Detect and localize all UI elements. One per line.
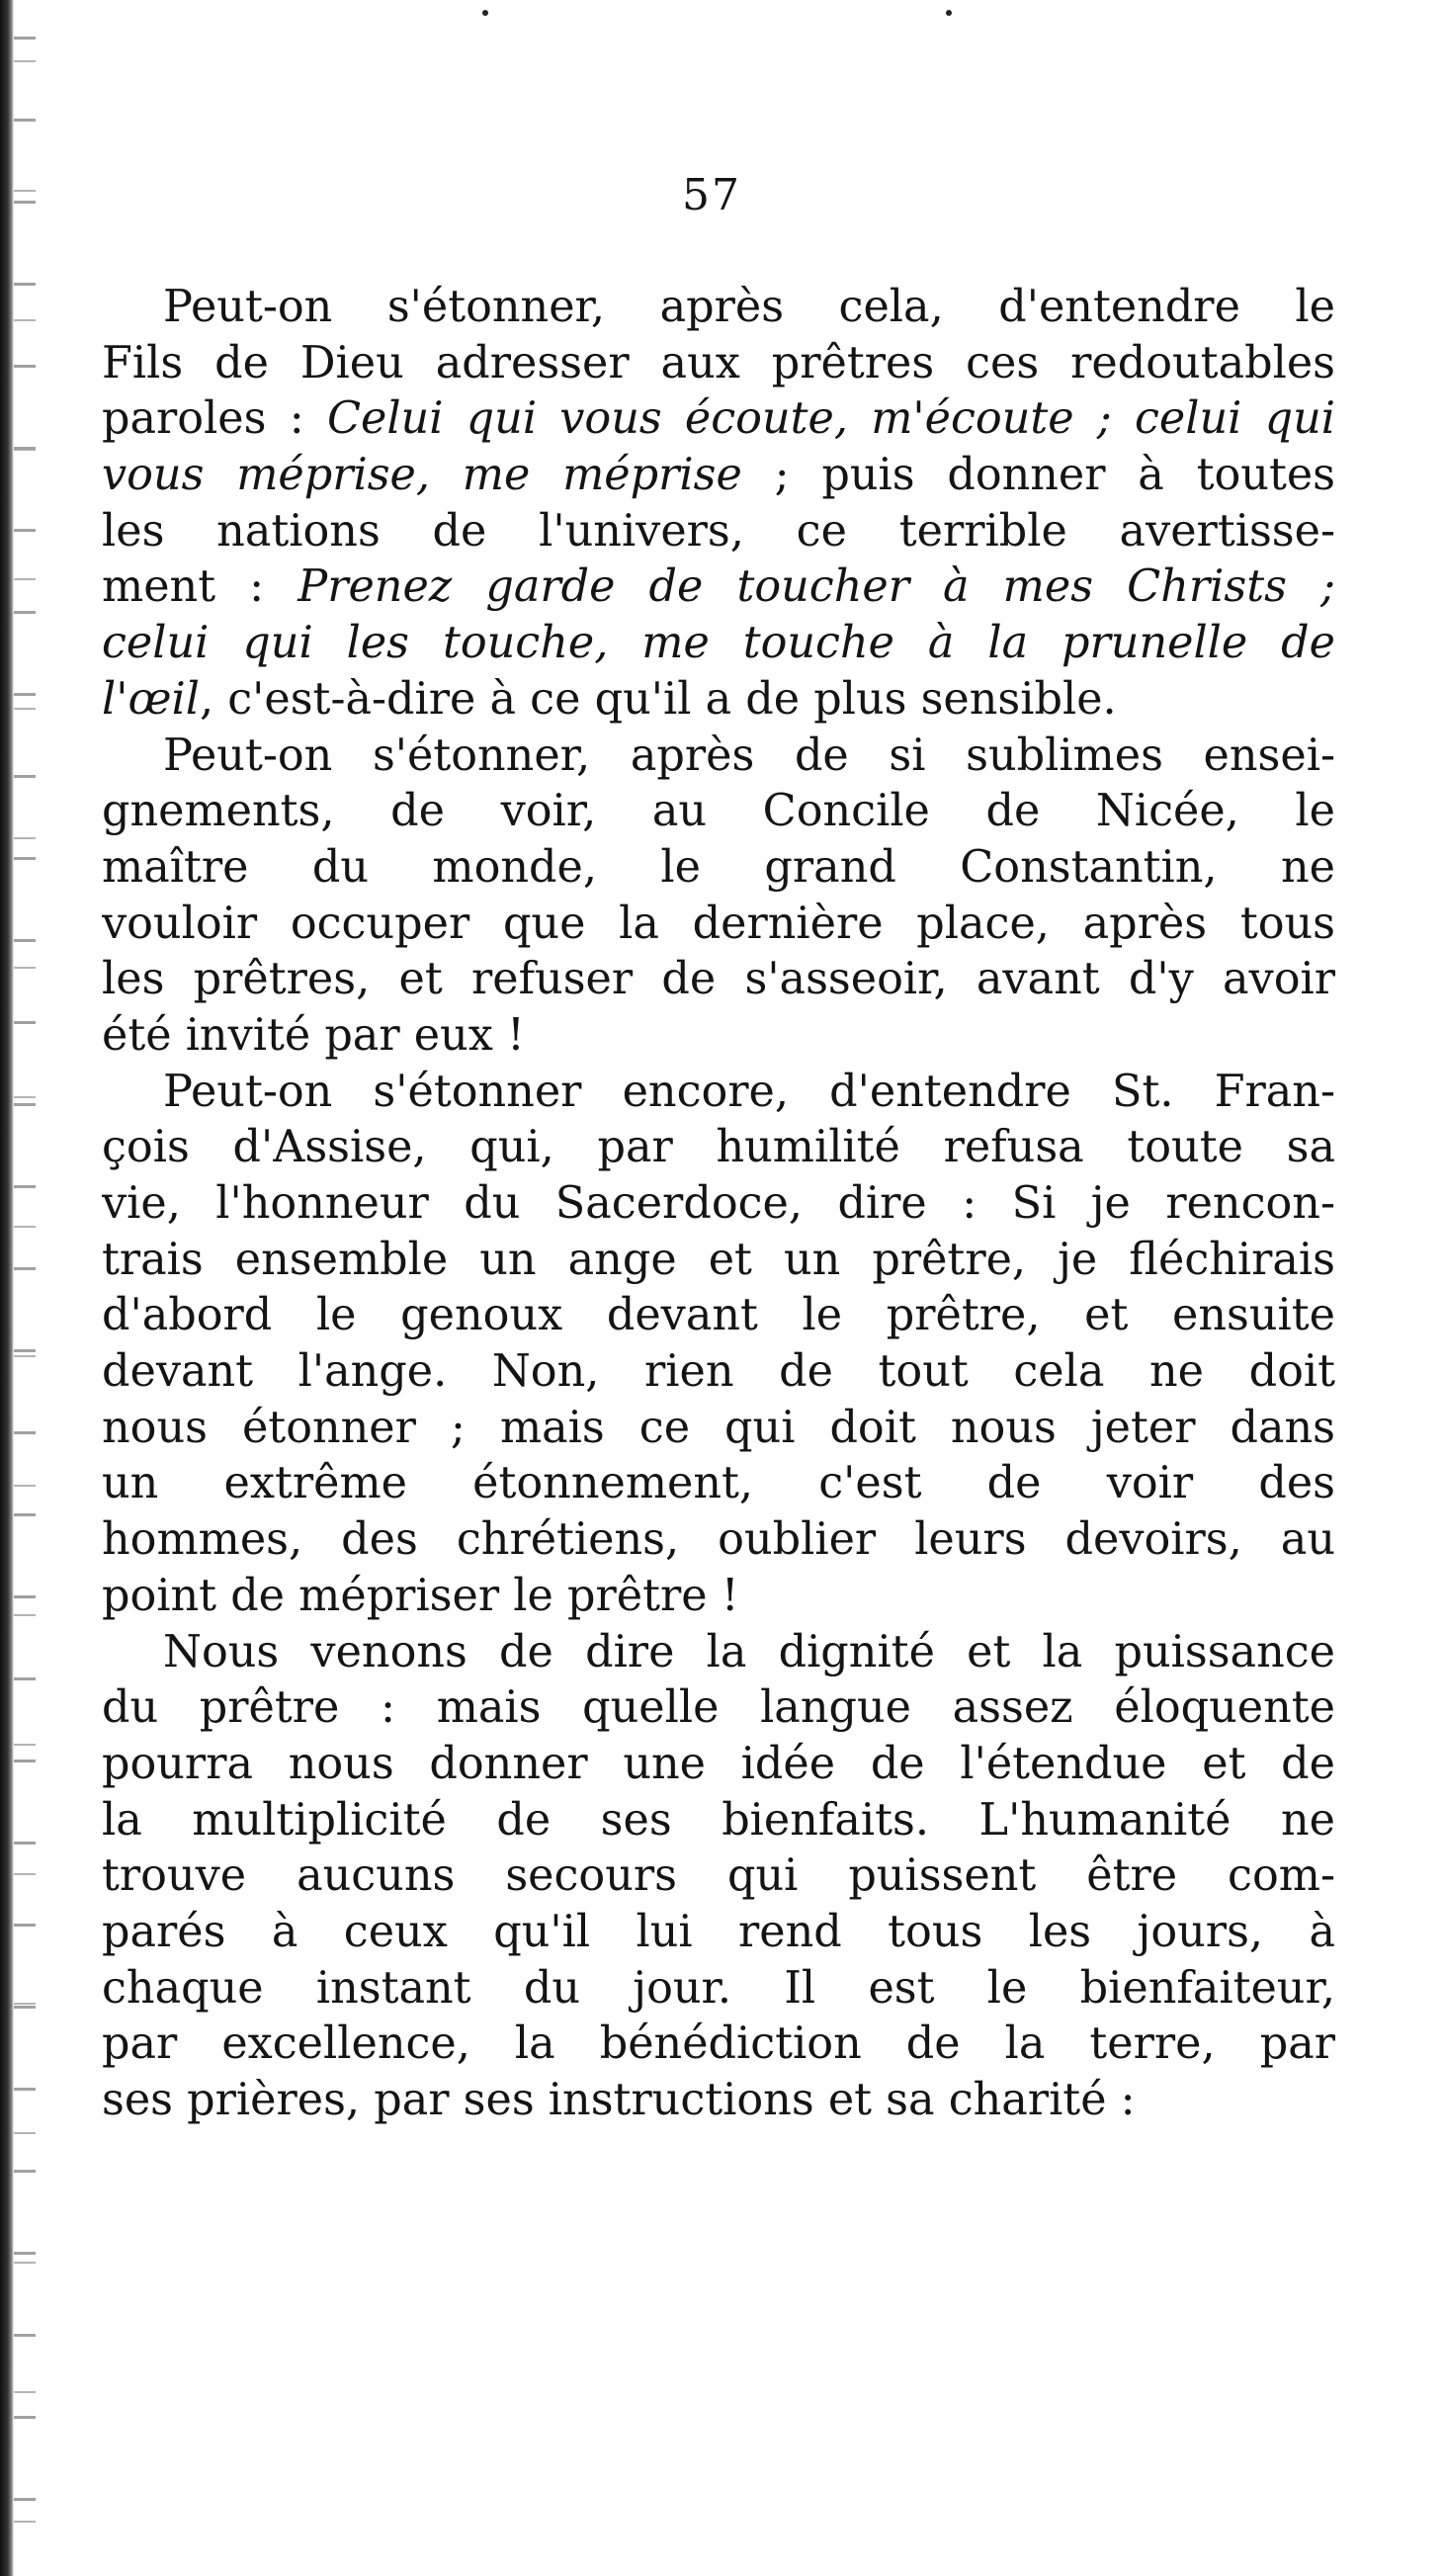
- scan-speck: [482, 10, 488, 16]
- text-run: par excellence, la bénédiction de la terre, par: [102, 2018, 1335, 2070]
- text-run: d'abord le genoux devant le prêtre, et ensuite: [102, 1290, 1335, 1341]
- text-line: [102, 784, 1335, 840]
- paragraph: [102, 1065, 1335, 1625]
- text-line: [102, 1176, 1335, 1233]
- text-line: [102, 2073, 1335, 2129]
- text-line: [102, 2017, 1335, 2073]
- text-line: [102, 1065, 1335, 1121]
- text-line: [102, 1456, 1335, 1512]
- text-run: été invité par eux !: [102, 1009, 525, 1061]
- italic-text: celui qui les touche, me touche à la prunelle de: [102, 618, 1335, 669]
- text-run: point de mépriser le prêtre !: [102, 1570, 739, 1621]
- text-run: Peut-on s'étonner, après cela, d'entendre le: [163, 282, 1335, 332]
- text-line: [102, 840, 1335, 897]
- text-line: [102, 1905, 1335, 1961]
- text-line: [102, 729, 1335, 785]
- scan-speck: [946, 10, 952, 16]
- text-line: [102, 1569, 1335, 1625]
- text-line: [102, 1737, 1335, 1793]
- text-run: pourra nous donner une idée de l'étendue et de: [102, 1738, 1335, 1789]
- italic-text: l'œil: [102, 673, 200, 725]
- text-line: [102, 1848, 1335, 1905]
- text-run: gnements, de voir, au Concile de Nicée, le: [102, 786, 1335, 837]
- text-line: [102, 1401, 1335, 1457]
- text-run: les prêtres, et refuser de s'asseoir, avant d'y avoir: [102, 954, 1335, 1005]
- text-run: hommes, des chrétiens, oublier leurs devoirs, au: [102, 1514, 1335, 1566]
- text-run: trais ensemble un ange et un prêtre, je fléchirais: [102, 1234, 1335, 1285]
- text-run: un extrême étonnement, c'est de voir des: [102, 1458, 1335, 1509]
- body-text: [102, 280, 1335, 2129]
- text-line: [102, 1288, 1335, 1344]
- text-run: vouloir occuper que la dernière place, après tous: [102, 898, 1335, 949]
- binding-edge: [0, 0, 14, 2576]
- text-run: ses prières, par ses instructions et sa charité :: [102, 2075, 1136, 2125]
- text-run: , c'est-à-dire à ce qu'il a de plus sensible.: [199, 673, 1117, 725]
- text-line: [102, 559, 1335, 616]
- text-line: [102, 391, 1335, 448]
- italic-text: Celui qui vous écoute, m'écoute ; celui qui: [326, 393, 1335, 445]
- italic-text: vous méprise, me méprise: [102, 450, 742, 501]
- text-line: [102, 1793, 1335, 1849]
- text-run: vie, l'honneur du Sacerdoce, dire : Si je rencon-: [102, 1178, 1335, 1229]
- text-run: la multiplicité de ses bienfaits. L'humanité ne: [102, 1794, 1335, 1846]
- text-run: Peut-on s'étonner, après de si sublimes ensei-: [163, 730, 1335, 781]
- text-run: Nous venons de dire la dignité et la puissance: [163, 1626, 1335, 1677]
- text-line: [102, 1008, 1335, 1065]
- text-run: du prêtre : mais quelle langue assez éloquente: [102, 1682, 1335, 1734]
- text-line: [102, 504, 1335, 560]
- paragraph: [102, 729, 1335, 1065]
- text-run: parés à ceux qu'il lui rend tous les jours, à: [102, 1906, 1335, 1957]
- text-run: trouve aucuns secours qui puissent être com-: [102, 1850, 1335, 1902]
- text-line: [102, 1344, 1335, 1401]
- text-line: [102, 1961, 1335, 2018]
- text-run: paroles :: [102, 393, 327, 445]
- text-run: chaque instant du jour. Il est le bienfaiteur,: [102, 1962, 1335, 2014]
- text-run: nous étonner ; mais ce qui doit nous jeter dans: [102, 1402, 1335, 1453]
- text-run: les nations de l'univers, ce terrible avertisse-: [102, 505, 1335, 557]
- binding-shadow: [14, 0, 36, 2576]
- text-line: [102, 448, 1335, 504]
- text-line: [102, 1680, 1335, 1737]
- page-number: 57: [682, 170, 741, 220]
- text-line: [102, 616, 1335, 672]
- text-line: [102, 1512, 1335, 1569]
- text-run: Peut-on s'étonner encore, d'entendre St. Fran-: [163, 1066, 1335, 1117]
- italic-text: Prenez garde de toucher à mes Christs ;: [297, 561, 1335, 613]
- text-line: [102, 280, 1335, 336]
- paragraph: [102, 280, 1335, 729]
- text-run: ; puis donner à toutes: [741, 450, 1335, 501]
- text-line: [102, 336, 1335, 392]
- text-line: [102, 672, 1335, 729]
- text-line: [102, 897, 1335, 953]
- text-run: ment :: [102, 561, 298, 613]
- text-run: çois d'Assise, qui, par humilité refusa toute sa: [102, 1122, 1335, 1173]
- text-line: [102, 952, 1335, 1008]
- text-run: Fils de Dieu adresser aux prêtres ces redoutables: [102, 337, 1335, 388]
- paragraph: [102, 1625, 1335, 2129]
- text-run: devant l'ange. Non, rien de tout cela ne doit: [102, 1346, 1335, 1398]
- text-line: [102, 1233, 1335, 1289]
- text-line: [102, 1120, 1335, 1176]
- text-run: maître du monde, le grand Constantin, ne: [102, 841, 1335, 893]
- text-line: [102, 1625, 1335, 1681]
